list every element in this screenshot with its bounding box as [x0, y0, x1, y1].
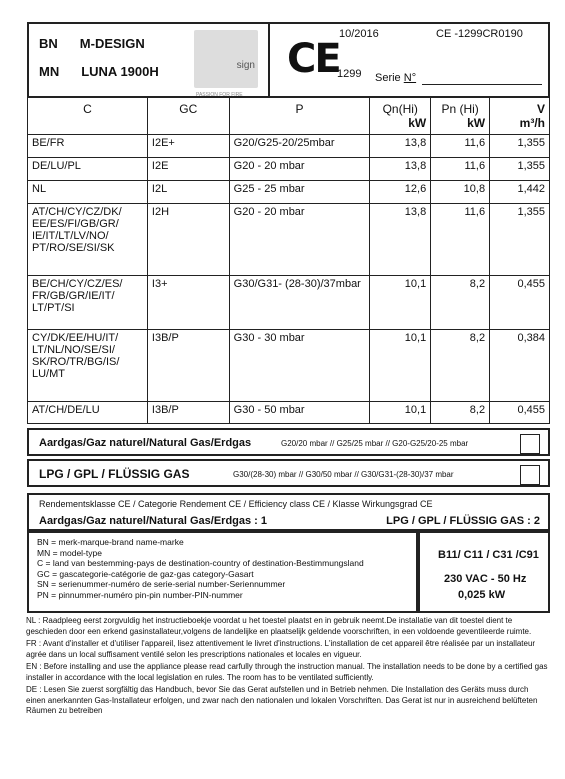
- cell-c: AT/CH/DE/LU: [28, 402, 148, 424]
- natural-gas-label: Aardgas/Gaz naturel/Natural Gas/Erdgas: [39, 437, 252, 449]
- col-p: P: [229, 98, 370, 135]
- cell-gc: I3+: [147, 276, 229, 330]
- spec-box: [418, 531, 550, 613]
- power-supply: 230 VAC - 50 Hz: [444, 573, 527, 585]
- gas-table-wrap: [27, 97, 550, 421]
- cell-gc: I2E+: [147, 135, 229, 158]
- cell-v: 1,355: [490, 158, 550, 181]
- brand-logo: [194, 30, 258, 98]
- ce-code: CE -1299CR0190: [436, 28, 523, 40]
- instructions-notes: [20, 614, 556, 721]
- note-fr: FR : Avant d'installer et d'utiliser l'appareil, lisez attentivement le livret d'instructions. L'installation de cet appareil être réalisée par un installateur agrée dans un local suffisament ventilé selon les prescriptions nationales et locales en vigueur.: [26, 639, 536, 659]
- cell-gc: I3B/P: [147, 402, 229, 424]
- cell-pn: 10,8: [431, 181, 490, 204]
- cell-c: CY/DK/EE/HU/IT/ LT/NL/NO/SE/SI/ SK/RO/TR/BG/IS/ LU/MT: [28, 330, 148, 402]
- logo-tagline: PASSION FOR FIRE: [196, 92, 243, 98]
- note-nl: NL : Raadpleeg eerst zorgvuldig het instructieboekje voordat u het toestel plaatst en in gebruik neemt.De installatie van dit toestel dient te geschieden door een erkend gasinstallateur,volgens de landelijke en plaatselijk geldende voorschriften, in een voldoende geventileerde ruimte.: [26, 616, 532, 636]
- gas-table: [27, 97, 550, 424]
- ce-number: 1299: [337, 68, 362, 80]
- note-en: EN : Before installing and use the appliance please read carfully through the instruction manual. The installation needs to be done by a certified gas installer in accordance with the local legislation en rules. The room has to be ventilated sufficiently.: [26, 662, 548, 682]
- serie-underline: [422, 84, 542, 85]
- rendement-title: Rendementsklasse CE / Categorie Rendement CE / Efficiency class CE / Klasse Wirkungsgrad CE: [39, 499, 433, 509]
- mn-label: MN: [39, 64, 60, 79]
- lpg-pressures: G30/(28-30) mbar // G30/50 mbar // G30/G31-(28-30)/37 mbar: [233, 470, 454, 479]
- table-row: [28, 402, 550, 424]
- legend-item: MN = model-type: [37, 547, 102, 558]
- lpg-checkbox[interactable]: [520, 465, 540, 485]
- col-gc: GC: [147, 98, 229, 135]
- brand-line: [39, 36, 145, 51]
- legend-item: C = land van bestemming-pays de destination-country of destination-Bestimmungsland: [37, 558, 364, 568]
- cell-v: 1,442: [490, 181, 550, 204]
- cell-gc: I2L: [147, 181, 229, 204]
- legend-item: SN = serienummer-numéro de serie-serial number-Seriennummer: [37, 579, 286, 589]
- cell-p: G25 - 25 mbar: [229, 181, 370, 204]
- cell-qn: 12,6: [370, 181, 431, 204]
- natural-gas-checkbox[interactable]: [520, 434, 540, 454]
- cell-v: 0,455: [490, 402, 550, 424]
- cell-qn: 10,1: [370, 276, 431, 330]
- table-header-row: [28, 98, 550, 135]
- col-c: C: [28, 98, 148, 135]
- cell-pn: 11,6: [431, 204, 490, 276]
- ce-date: 10/2016: [339, 28, 379, 40]
- cell-pn: 11,6: [431, 158, 490, 181]
- serie-text: Serie: [375, 72, 401, 84]
- cell-gc: I2E: [147, 158, 229, 181]
- mn-value: LUNA 1900H: [81, 64, 159, 79]
- cell-qn: 10,1: [370, 402, 431, 424]
- legend-box: [27, 531, 418, 613]
- cell-gc: I2H: [147, 204, 229, 276]
- cell-qn: 13,8: [370, 204, 431, 276]
- table-row: [28, 204, 550, 276]
- brand-block: [29, 24, 270, 96]
- model-line: [39, 64, 159, 79]
- cell-p: G20 - 20 mbar: [229, 204, 370, 276]
- table-row: [28, 181, 550, 204]
- power-rating: 0,025 kW: [458, 589, 506, 601]
- serie-label: [375, 72, 416, 84]
- col-qn: Qn(Hi) kW: [370, 98, 431, 135]
- cell-c: BE/FR: [28, 135, 148, 158]
- table-row: [28, 330, 550, 402]
- cell-c: BE/CH/CY/CZ/ES/ FR/GB/GR/IE/IT/ LT/PT/SI: [28, 276, 148, 330]
- cell-qn: 13,8: [370, 135, 431, 158]
- cell-qn: 13,8: [370, 158, 431, 181]
- cell-c: AT/CH/CY/CZ/DK/ EE/ES/FI/GB/GR/ IE/IT/LT/LV/NO/ PT/RO/SE/SI/SK: [28, 204, 148, 276]
- cell-p: G30 - 50 mbar: [229, 402, 370, 424]
- cell-p: G30/G31- (28-30)/37mbar: [229, 276, 370, 330]
- cell-v: 0,384: [490, 330, 550, 402]
- cell-v: 0,455: [490, 276, 550, 330]
- cell-p: G20 - 20 mbar: [229, 158, 370, 181]
- legend-item: PN = pinnummer-numéro pin-pin number-PIN-nummer: [37, 589, 243, 600]
- bn-value: M-DESIGN: [79, 36, 145, 51]
- serie-n: N°: [403, 72, 417, 84]
- natural-gas-strip: [27, 428, 550, 456]
- cell-pn: 8,2: [431, 276, 490, 330]
- cell-qn: 10,1: [370, 330, 431, 402]
- cell-c: DE/LU/PL: [28, 158, 148, 181]
- cell-pn: 8,2: [431, 330, 490, 402]
- table-row: [28, 158, 550, 181]
- rendement-natural: Aardgas/Gaz naturel/Natural Gas/Erdgas : 1: [39, 515, 268, 527]
- col-v: V m³/h: [490, 98, 550, 135]
- cell-p: G20/G25-20/25mbar: [229, 135, 370, 158]
- ce-mark: CE: [287, 36, 340, 82]
- natural-gas-pressures: G20/20 mbar // G25/25 mbar // G20-G25/20-25 mbar: [281, 439, 469, 448]
- cell-pn: 11,6: [431, 135, 490, 158]
- rendement-lpg: LPG / GPL / FLÜSSIG GAS : 2: [386, 515, 540, 527]
- cell-v: 1,355: [490, 204, 550, 276]
- lpg-strip: [27, 459, 550, 487]
- table-row: [28, 276, 550, 330]
- lpg-label: LPG / GPL / FLÜSSIG GAS: [39, 467, 190, 481]
- rendement-box: [27, 493, 550, 531]
- col-pn: Pn (Hi) kW: [431, 98, 490, 135]
- appliance-types: B11/ C11 / C31 /C91: [438, 549, 539, 561]
- bn-label: BN: [39, 36, 58, 51]
- note-de: DE : Lesen Sie zuerst sorgfältig das Handbuch, bevor Sie das Gerat aufstellen und in Betrieb nehmen. Die Installation des Geräts muss durch einen anerkannten Gas-Installateur erfolgen, und zwar nach den nationalen und lokalen Vorschriften. Das Gerat ist nur in ausreichend belüfteten Räumen zu betreiben: [26, 685, 538, 715]
- cell-c: NL: [28, 181, 148, 204]
- cell-p: G30 - 30 mbar: [229, 330, 370, 402]
- logo-text: sign: [236, 60, 255, 71]
- legend-item: GC = gascategorie-catégorie de gaz-gas category-Gasart: [37, 568, 254, 579]
- label-header: [27, 22, 550, 98]
- cell-pn: 8,2: [431, 402, 490, 424]
- legend-item: BN = merk-marque-brand name-marke: [37, 537, 184, 547]
- cell-gc: I3B/P: [147, 330, 229, 402]
- cell-v: 1,355: [490, 135, 550, 158]
- table-row: [28, 135, 550, 158]
